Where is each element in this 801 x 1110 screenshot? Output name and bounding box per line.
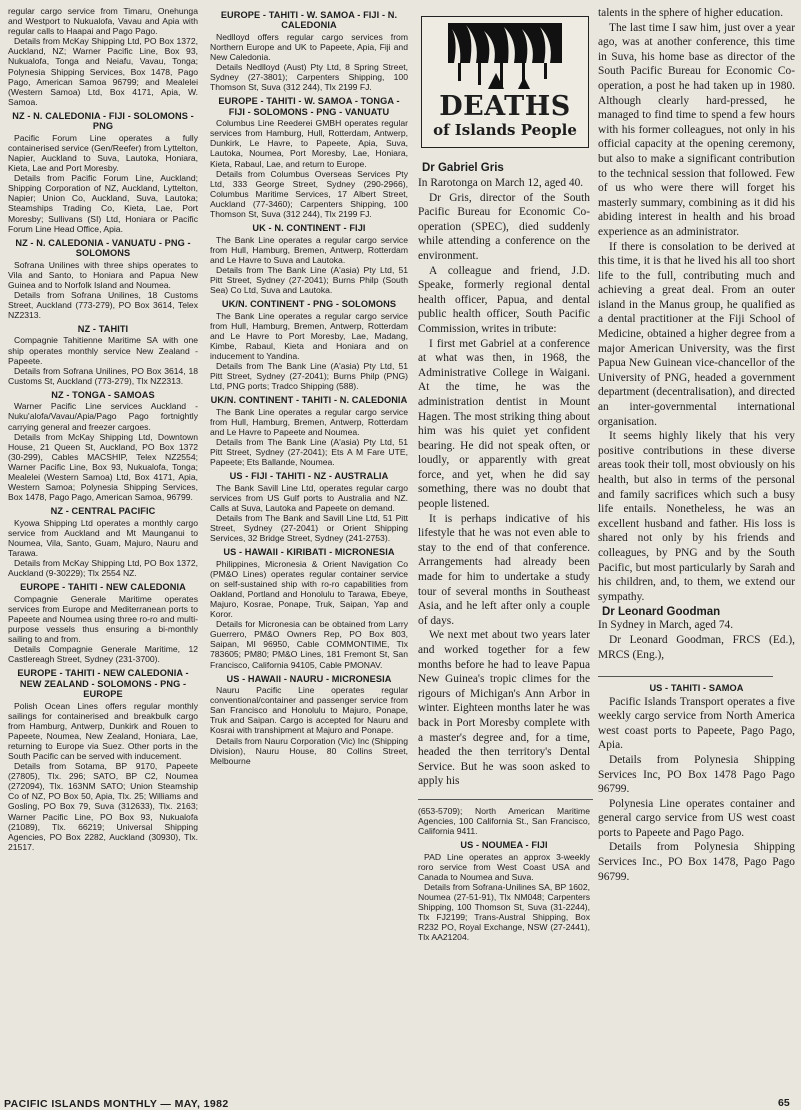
column-3 — [418, 6, 590, 942]
listing-paragraph: Details Compagnie Generale Maritime, 12 Castlereagh Street, Sydney (231-3700). — [8, 644, 198, 665]
logo-title: DEATHS — [439, 91, 571, 122]
listing-paragraph: Compagnie Tahitienne Maritime SA with one ship operates monthly service New Zealand - Papeete. — [8, 335, 198, 366]
route-heading: NZ - TONGA - SAMOAS — [51, 389, 155, 400]
listing-paragraph: Philippines, Micronesia & Orient Navigation Co (PM&O Lines) operates regular container service on self-sustained ship with ro-ro capabilities from Oakland, Portland and Honolulu to Tarawa, Ebeye, Majuro, Kosrae, Ponape, Truk, Saipan, Yap and Koror. — [210, 558, 408, 620]
listing-paragraph: Details from The Bank Line (A'asia) Pty Ltd, 51 Pitt Street, Sydney (27-2041); Ets A M Fare UTE, Papeete; Ets Ballande, Noumea. — [210, 436, 408, 468]
route-heading: US - TAHITI - SAMOA — [649, 683, 744, 694]
route-heading: US - FIJI - TAHITI - NZ - AUSTRALIA — [229, 471, 389, 482]
divider — [598, 676, 773, 677]
listing-paragraph: The Bank Line operates a regular cargo service from Hull, Hamburg, Bremen, Antwerp, Rotterdam and Le Havre to Papeete and Noumea. — [210, 406, 408, 437]
paragraph: The last time I saw him, just over a year ago, was at another conference, this time in Suva, his home base as director of the South Pacific Bureau for Economic Co-operation, a post he had taken up in 1980. Although clearly hard-pressed, he managed to find time to spend a few hours with his former colleagues, not only in his official capacity at the opening ceremony, but also to make a significant contribution to the technical session that followed. Few of us who were there will forget his masterly summary, combining as it did his abiding interest in health and his broad experience as an administrator. — [598, 21, 795, 238]
listing-paragraph: Details from Sofrana-Unilines SA, BP 1602, Noumea (27-51-91), Tlx NM048; Carpenters Shipping, 100 Thomson St, Suva (31-2244), Tlx FJ2199; Trans-Austral Shipping, Box R232 PO, Royal Exchange, NSW (27-2441), Tlx AA21204. — [418, 881, 590, 943]
route-heading: EUROPE - TAHITI - NEW CALEDONIA - NEW ZEALAND - SOLOMONS - PNG - EUROPE — [17, 668, 189, 700]
route-heading: US - HAWAII - NAURU - MICRONESIA — [226, 673, 392, 684]
paragraph: In Rarotonga on March 12, aged 40. — [418, 177, 584, 189]
shipping-listings-2 — [210, 10, 408, 766]
listing-paragraph: Nedlloyd offers regular cargo services from Northern Europe and UK to Papeete, Apia, Fiji and New Caledonia. — [210, 31, 408, 62]
obituary-name: Dr Gabriel Gris — [422, 162, 504, 174]
route-heading: NZ - N. CALEDONIA - FIJI - SOLOMONS - PNG — [12, 110, 194, 132]
route-heading: EUROPE - TAHITI - NEW CALEDONIA — [20, 582, 186, 593]
listing-paragraph: Details from Nauru Corporation (Vic) Inc (Shipping Division), Nauru House, 80 Collins Street, Melbourne — [210, 735, 408, 766]
route-heading: US - NOUMEA - FIJI — [460, 840, 548, 851]
deaths-logo — [421, 16, 589, 148]
listing-paragraph: Pacific Forum Line operates a fully containerised service (Gen/Reefer) from Lyttelton, Napier, Auckland to Suva, Lautoka, Honiara, Kieta, Lae and Port Moresby. — [8, 132, 198, 174]
shipping-listings-4 — [598, 683, 795, 884]
paragraph: A colleague and friend, J.D. Speake, formerly regional dental health officer, Papua, and dental public health officer, South Pacific Commission, writes in tribute: — [418, 264, 590, 335]
listing-paragraph: The Bank Line operates a regular cargo service from Hull, Hamburg, Bremen, Antwerp, Rotterdam and Le Havre to Suva and Lautoka. — [210, 234, 408, 265]
obituary-gris — [418, 162, 590, 789]
listing-paragraph: Details from Sofrana Unilines, PO Box 3614, 18 Customs St, Auckland (773-279), Tlx NZ2313. — [8, 365, 198, 386]
listing-paragraph: Details from Pacific Forum Line, Auckland; Shipping Corporation of NZ, Auckland, Lyttelton, Napier; Union Co, Auckland, Suva, Lautoka; Steamships Trading Co, Kieta, Lae, Port Moresby; Sullivans (SI) Ltd, Honiara or Pacific Forum Line Head Office, Apia. — [8, 173, 198, 234]
listing-paragraph: Compagnie Generale Maritime operates services from Europe and Mediterranean ports to Papeete and Noumea using three ro-ro and multi-purpose vessels thus ensuring a bi-monthly sailing to and from. — [8, 593, 198, 645]
route-heading: UK/N. CONTINENT - PNG - SOLOMONS — [221, 299, 397, 310]
listing-paragraph: Sofrana Unilines with three ships operates to Vila and Santo, to Honiara and Papua New Guinea and to Norfolk Island and Noumea. — [8, 259, 198, 290]
route-heading: EUROPE - TAHITI - W. SAMOA - TONGA - FIJI - SOLOMONS - PNG - VANUATU — [218, 96, 400, 117]
listing-paragraph: Details from Polynesia Shipping Services Inc, PO Box 1478 Pago Pago 96799. — [598, 753, 795, 796]
palm-trees-icon — [448, 23, 562, 91]
listing-paragraph: Kyowa Shipping Ltd operates a monthly cargo service from Auckland and Mt Maunganui to Noumea, Vila, Santo, Guam, Majuro, Nauru and Tarawa. — [8, 517, 198, 558]
listing-paragraph: Details from The Bank Line (A'asia) Pty Ltd, 51 Pitt Street, Sydney (27-2041); Burns Philp (PNG) Ltd, PNG ports; Tradco Shipping (588). — [210, 360, 408, 392]
listing-paragraph: Details from Columbus Overseas Services Pty Ltd, 333 George Street, Sydney (290-2966), Columbus Maritime Services, 17 Albert Street, Auckland (77-3460); Carpenters Shipping, 100 Thomson St, Suva (312 244), Tlx 2199 FJ. — [210, 168, 408, 220]
listing-paragraph: Warner Pacific Line services Auckland - Nuku'alofa/Vavau/Apia/Pago Pago fortnightly carrying general and freezer cargoes. — [8, 401, 198, 432]
route-heading: UK - N. CONTINENT - FIJI — [252, 223, 366, 234]
route-heading: UK/N. CONTINENT - TAHITI - N. CALEDONIA — [210, 395, 408, 406]
listing-paragraph: Pacific Islands Transport operates a five weekly cargo service from North America west coast ports to Papeete, Pago Pago, Apia. — [598, 695, 795, 752]
paragraph: Dr Leonard Goodman, FRCS (Ed.), MRCS (Eng.), — [598, 633, 795, 661]
listing-paragraph: Details from McKay Shipping Ltd, PO Box 1372, Auckland (9-30229); Tlx 2554 NZ. — [8, 558, 198, 579]
paragraph: It seems highly likely that his very positive contributions in these diverse areas took their toll, most obviously on his health, but also in terms of the personal and family sacrifices which such a busy life entails. Nonetheless, he was an excellent husband and father. His loss is shared not only by his friends and colleagues, by PNG and by the South Pacific, but most particularly by Sarah and his children, and, to them, we extend our sympathy. — [598, 430, 795, 603]
listing-paragraph: Nauru Pacific Line operates regular conventional/container and passenger service from San Francisco and Honolulu to Majuro, Ponape, Truk and Saipan. Cargo is accepted for Nauru and Kosrai with transhipment at Majuro and Ponape. — [210, 685, 408, 736]
listing-paragraph: The Bank Line operates a regular cargo service from Hull, Hamburg, Bremen, Antwerp, Rotterdam and Le Havre to Port Moresby, Lae, Madang, Kimbe, Rabaul, Kieta and Honiara and on inducement to Yandina. — [210, 310, 408, 361]
footer-publication: PACIFIC ISLANDS MONTHLY — MAY, 1982 — [4, 1098, 229, 1110]
column-1 — [8, 6, 198, 852]
shipping-listings-3 — [418, 806, 590, 943]
paragraph: If there is consolation to be derived at this time, it is that he lived his all too short life to the full, contributing much and achieving a great deal. From an outer island in the Manus group, he qualified as a dental practitioner at the Fiji School of Medicine, obtained a higher degree from a major American University, was the first Papua New Guinean vice-chancellor of the University of PNG, headed a government department (decentralisation), and directed an inter-governmental international organisation. — [598, 240, 795, 428]
paragraph: It is perhaps indicative of his lifestyle that he was not even able to stay to the end of that conference. Arrangements had already been made for him to undertake a study tour of several months in Southeast Asia, and he left after only a couple of days. — [418, 512, 590, 627]
paragraph: We next met about two years later and worked together for a few months before he had to leave Papua New Guinea's tropic climes for the rigours of Michigan's Ann Arbor in winter. Eighteen months later he was back in Port Moresby complete with a master's degree and, for a time, headed the then territory's Dental Service. But he was soon asked to apply his — [418, 629, 590, 788]
shipping-listings-1 — [8, 6, 198, 852]
route-heading: NZ - N. CALEDONIA - VANUATU - PNG - SOLOMONS — [15, 237, 191, 259]
listing-paragraph: Details from The Bank and Savill Line Ltd, 51 Pitt Street, Sydney (27-2041) or Orient Shipping Services, 32 Bridge Street, Sydney (241-2753). — [210, 512, 408, 544]
logo-subtitle: of Islands People — [433, 121, 577, 139]
paragraph: Dr Gris, director of the South Pacific Bureau for Economic Co-operation (SPEC), died suddenly while attending a conference on the environment. — [418, 191, 590, 262]
listing-paragraph: Polynesia Line operates container and general cargo service from US west coast ports to Papeete and Pago Pago. — [598, 797, 795, 839]
listing-paragraph: Details from The Bank Line (A'asia) Pty Ltd, 51 Pitt Street, Sydney (27-2041); Burns Philp (South Sea) Co Ltd, Suva and Lautoka. — [210, 264, 408, 295]
page-number: 65 — [778, 1097, 790, 1109]
listing-paragraph: regular cargo service from Timaru, Onehunga and Westport to Nukualofa, Vavau and Apia with regular calls to Haapai and Pago Pago. — [8, 6, 198, 37]
listing-paragraph: The Bank Savill Line Ltd, operates regular cargo services from US Gulf ports to Australia and NZ. Calls at Suva, Lautoka and Papeete on demand. — [210, 482, 408, 513]
paragraph: I first met Gabriel at a conference at what was then, in 1968, the Administrative College in Waigani. At the time, he was the administration dentist in Mount Hagen. The most striking thing about him was his quiet yet confident bearing. He did not speak often, or loudly, or apparently with great force, and yet, when he did say something, there was no doubt that people listened. — [418, 337, 590, 511]
listing-paragraph: Details from McKay Shipping Ltd, PO Box 1372, Auckland, NZ; Warner Pacific Line, Box 93, Nukualofa, Tonga and Neiafu, Vavau, Tonga; Polynesia Shipping Services, Box 1478, Pago Pago, American Samoa 96799; and Mealelei (Western Samoa) Ltd, Box 4171, Apia, W. Samoa. — [8, 36, 198, 107]
listing-paragraph: (653-5709); North American Maritime Agencies, 100 California St., San Francisco, California 9411. — [418, 805, 590, 837]
listing-paragraph: Polish Ocean Lines offers regular monthly sailings for containerised and breakbulk cargo from Hamburg, Antwerp, Dunkirk and Rouen to Papeete, Noumea, New Zealand, Honiara, Lae, returning to Europe via Suez. Other ports in the South Pacific can be served with inducement. — [8, 700, 198, 761]
paragraph: In Sydney in March, aged 74. — [598, 619, 734, 632]
listing-paragraph: PAD Line operates an approx 3-weekly roro service from West Coast USA and Canada to Noumea and Suva. — [418, 851, 590, 882]
route-heading: NZ - TAHITI — [77, 324, 129, 335]
listing-paragraph: Details Nedlloyd (Aust) Pty Ltd, 8 Spring Street, Sydney (27-3801); Carpenters Shipping, 100 Thomson St, Suva (312 244), Tlx 2199 FJ. — [210, 62, 408, 93]
route-heading: US - HAWAII - KIRIBATI - MICRONESIA — [223, 547, 395, 558]
route-heading: NZ - CENTRAL PACIFIC — [50, 506, 156, 517]
divider — [418, 799, 593, 800]
listing-paragraph: Details from Sofrana Unilines, 18 Customs Street, Auckland (773-279), PO Box 3614, Telex NZ2313. — [8, 289, 198, 320]
route-heading: EUROPE - TAHITI - W. SAMOA - FIJI - N. CALEDONIA — [220, 10, 398, 31]
column-4 — [598, 6, 795, 884]
listing-paragraph: Columbus Line Reederei GMBH operates regular services from Hamburg, Hull, Rotterdam, Antwerp, Dunkirk, Le Havre, to Papeete, Apia, Suva, Lautoka, Noumea, Port Moresby, Lae, Honiara, Kieta, Rabaul, Lae, and return to Europe. — [210, 118, 408, 169]
listing-paragraph: Details for Micronesia can be obtained from Larry Guerrero, PM&O Owners Rep, PO Box 803, Saipan, MI 96950, Cable COMMONTIME, Tlx 783605; PM80; PM&O Lines, 181 Fremont St, San Francisco, California 94105, Cable PMONAV. — [210, 619, 408, 670]
obituary-name: Dr Leonard Goodman — [602, 606, 721, 619]
listing-paragraph: Details from Sotama, BP 9170, Papeete (27805), Tlx. 296; SATO, BP C2, Noumea (272094), Tlx. 163NM SATO; Union Steamship Co of NZ, PO Box 50, Apia, Tlx. 25; Williams and Gosling, PO Box 79, Suva (312633), Tlx. 2163; Warner Pacific Line, PO Box 93, Nukualofa (21089), Tlx. 66219; Universal Shipping Agencies, PO Box 2282, Auckland (30930), Tlx. 21517. — [8, 761, 198, 852]
listing-paragraph: Details from Polynesia Shipping Services Inc., PO Box 1478, Pago Pago 96799. — [598, 841, 795, 883]
listing-paragraph: Details from McKay Shipping Ltd, Downtown House, 21 Queen St, Auckland, PO Box 1372 (30-299), Cables MACSHIP, Telex NZ2554; Warner Pacific Line, Box 93, Nukualofa, Tonga; Mealelei (Western Samoa) Ltd, Box 4171, Apia, Western Samoa; Polynesia Shipping Services, Box 1478, Pago Pago, American Samoa, 96799. — [8, 431, 198, 503]
column-2 — [210, 6, 408, 766]
paragraph: talents in the sphere of higher education. — [598, 7, 784, 19]
